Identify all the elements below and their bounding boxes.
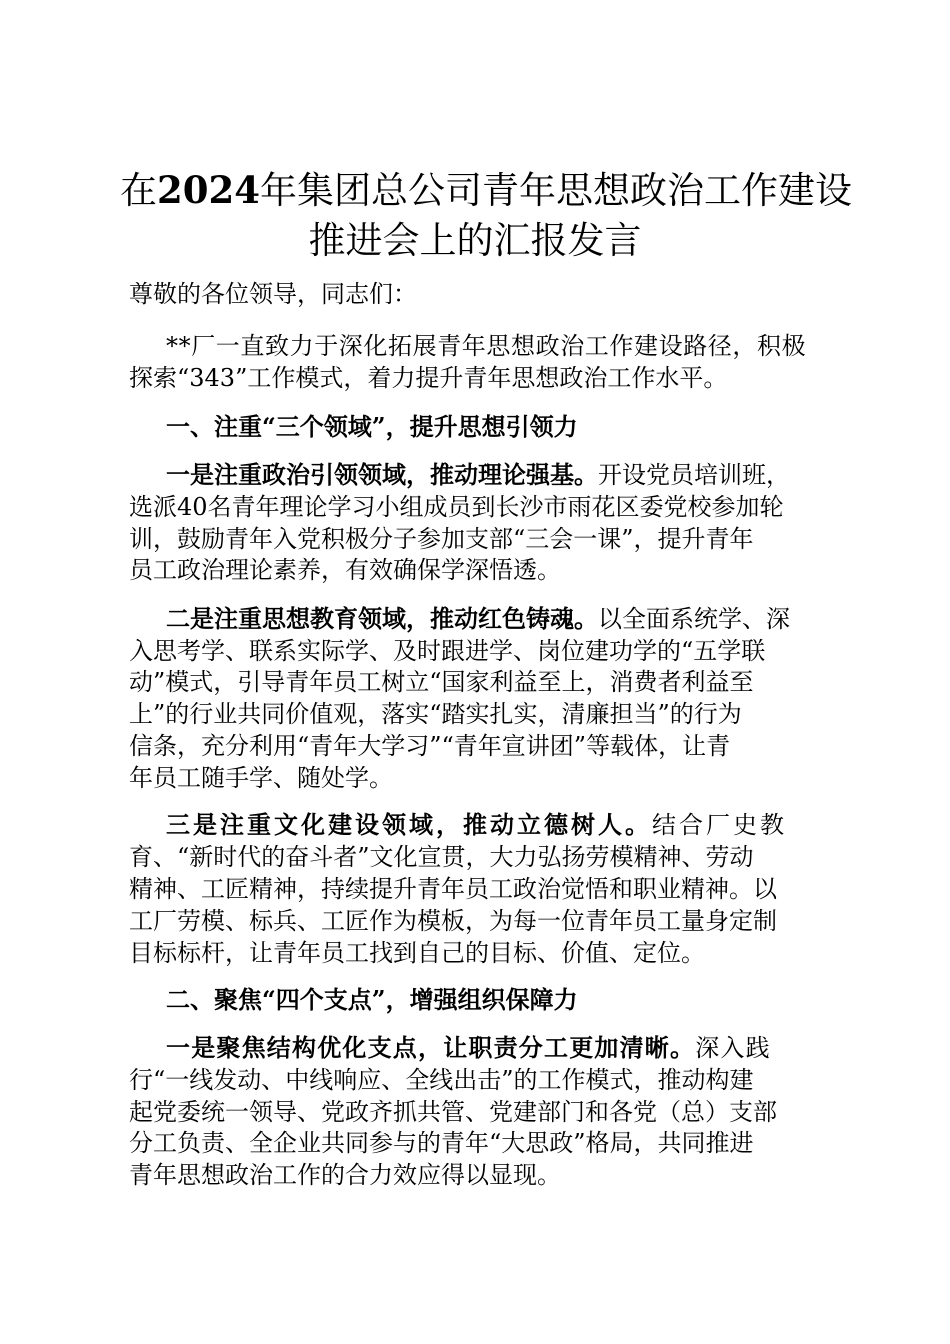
s1-p2-line-1 [166,604,790,633]
s1-p3-line-5: 目标标杆，让青年员工找到自己的目标、价值、定位。 [129,939,705,967]
s2-p1-line-2: 行“一线发动、中线响应、全线出击”的工作模式，推动构建 [129,1066,754,1094]
intro-line-1: **厂一直致力于深化拓展青年思想政治工作建设路径，积极 [166,332,807,360]
salutation: 尊敬的各位领导，同志们： [129,280,417,308]
title-year: 2024 [157,168,260,212]
s1-p2-line-2: 入思考学、联系实际学、及时跟进学、岗位建功学的“五学联 [129,637,766,665]
title-line-2: 推进会上的汇报发言 [308,219,642,262]
s1-p3-line-1 [166,810,787,839]
s1-p3-lead: 三是注重文化建设领域，推动立德树人。 [166,810,652,839]
s2-p1-line-4: 分工负责、全企业共同参与的青年“大思政”格局，共同推进 [129,1129,754,1157]
s2-p1-lead: 一是聚焦结构优化支点，让职责分工更加清晰。 [166,1033,696,1062]
s1-p1-line-1 [166,460,790,489]
intro-line-2: 探索“343”工作模式，着力提升青年思想政治工作水平。 [129,364,728,392]
s1-p3-line-2: 育、“新时代的奋斗者”文化宣贯，大力弘扬劳模精神、劳动 [129,843,754,871]
s1-p3-text: 结合厂史教 [652,811,787,839]
s1-p1-line-2: 选派40名青年理论学习小组成员到长沙市雨花区委党校参加轮 [129,493,784,521]
title-text: 在 [120,169,157,212]
s1-p3-line-4: 工厂劳模、标兵、工匠作为模板，为每一位青年员工量身定制 [129,907,777,935]
s2-p1-line-5: 青年思想政治工作的合力效应得以显现。 [129,1161,561,1189]
s2-p1-line-3: 起党委统一领导、党政齐抓共管、党建部门和各党（总）支部 [129,1098,777,1126]
s1-p2-line-3: 动”模式，引导青年员工树立“国家利益至上，消费者利益至 [129,668,754,696]
s1-p2-line-4: 上”的行业共同价值观，落实“踏实扎实，清廉担当”的行为 [129,700,742,728]
title-line-1 [120,168,852,212]
s1-p1-lead: 一是注重政治引领领域，推动理论强基。 [166,460,598,489]
s1-p2-line-6: 年员工随手学、随处学。 [129,764,393,792]
s1-p2-text: 以全面系统学、深 [598,605,790,633]
s1-p3-line-3: 精神、工匠精神，持续提升青年员工政治觉悟和职业精神。以 [129,875,777,903]
s2-p1-line-1 [166,1033,771,1062]
section-heading-1: 一、注重“三个领域”，提升思想引领力 [166,412,578,441]
section-heading-2: 二、聚焦“四个支点”，增强组织保障力 [166,985,578,1014]
s1-p1-line-4: 员工政治理论素养，有效确保学深悟透。 [129,556,561,584]
s1-p1-line-3: 训，鼓励青年入党积极分子参加支部“三会一课”，提升青年 [129,525,754,553]
s1-p1-text: 开设党员培训班， [598,461,790,489]
s2-p1-text: 深入践 [695,1034,771,1062]
s1-p2-lead: 二是注重思想教育领域，推动红色铸魂。 [166,604,598,633]
title-text: 年集团总公司青年思想政治工作建设 [259,169,852,212]
s1-p2-line-5: 信条，充分利用“青年大学习”“青年宣讲团”等载体，让青 [129,732,731,760]
